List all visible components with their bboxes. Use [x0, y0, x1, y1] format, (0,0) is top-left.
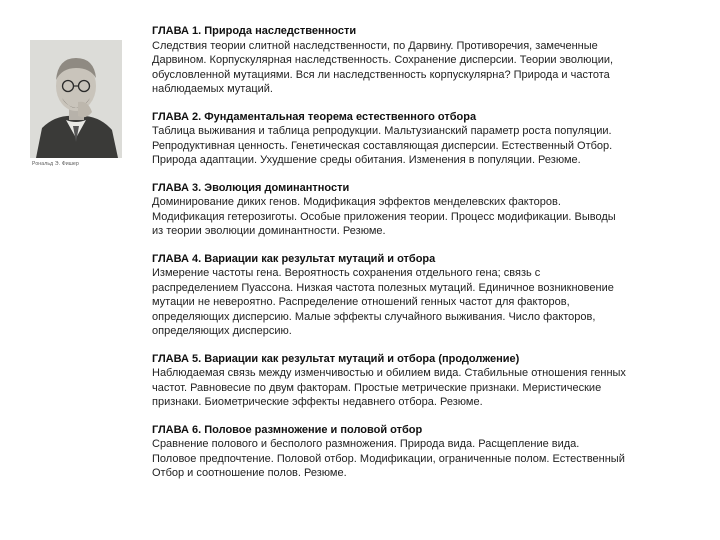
chapter-summary: Следствия теории слитной наследственности, по Дарвину. Противоречия, замеченные Дарвином. Корпускулярная наследственность. Сохранение дисперсии. Теории эволюции, обусловленной мутациями. Вся ли наследственность корпускулярна? Природа и частота наблюдаемых мутаций. [152, 39, 614, 95]
chapter-title: ГЛАВА 6. Половое размножение и половой отбор [152, 423, 423, 436]
chapter-6 [152, 423, 692, 481]
chapter-4 [152, 252, 692, 339]
chapter-summary: Измерение частоты гена. Вероятность сохранения отдельного гена; связь с распределением Пуассона. Низкая частота полезных мутаций. Единичное возникновение мутации не невероятно. Распределение отношений генных частот для факторов, определяющих дисперсию. Малые эффекты случайного выживания. Число факторов, определяющих дисперсию. [152, 267, 614, 337]
chapter-title: ГЛАВА 5. Вариации как результат мутаций и отбора (продолжение) [152, 352, 520, 365]
chapter-2 [152, 110, 692, 168]
portrait-caption: Рональд Э. Фишер [32, 161, 80, 167]
chapter-5 [152, 352, 692, 410]
author-portrait [30, 40, 122, 158]
contents-list [152, 24, 692, 494]
chapter-summary: Наблюдаемая связь между изменчивостью и обилием вида. Стабильные отношения генных частот. Равновесие по двум факторам. Простые метрические признаки. Меристические признаки. Биометрические эффекты недавнего отбора. Резюме. [152, 367, 626, 408]
portrait-photo-icon [30, 40, 122, 158]
chapter-summary: Доминирование диких генов. Модификация эффектов менделевских факторов. Модификация гетерозиготы. Особые приложения теории. Процесс модификации. Выводы из теории эволюции доминантности. Резюме. [152, 196, 616, 237]
chapter-title: ГЛАВА 4. Вариации как результат мутаций и отбора [152, 252, 436, 265]
chapter-title: ГЛАВА 1. Природа наследственности [152, 25, 357, 37]
chapter-summary: Сравнение полового и бесполого размножения. Природа вида. Расщепление вида. Половое предпочтение. Половой отбор. Модификации, ограниченные полом. Естественный Отбор и соотношение полов. Резюме. [152, 438, 625, 479]
chapter-title: ГЛАВА 3. Эволюция доминантности [152, 181, 350, 194]
chapter-1 [152, 24, 692, 97]
chapter-summary: Таблица выживания и таблица репродукции. Мальтузианский параметр роста популяции. Репродуктивная ценность. Генетическая составляющая дисперсии. Естественный Отбор. Природа адаптации. Ухудшение среды обитания. Изменения в популяции. Резюме. [152, 125, 613, 166]
chapter-3 [152, 181, 692, 239]
chapter-title: ГЛАВА 2. Фундаментальная теорема естественного отбора [152, 110, 477, 123]
